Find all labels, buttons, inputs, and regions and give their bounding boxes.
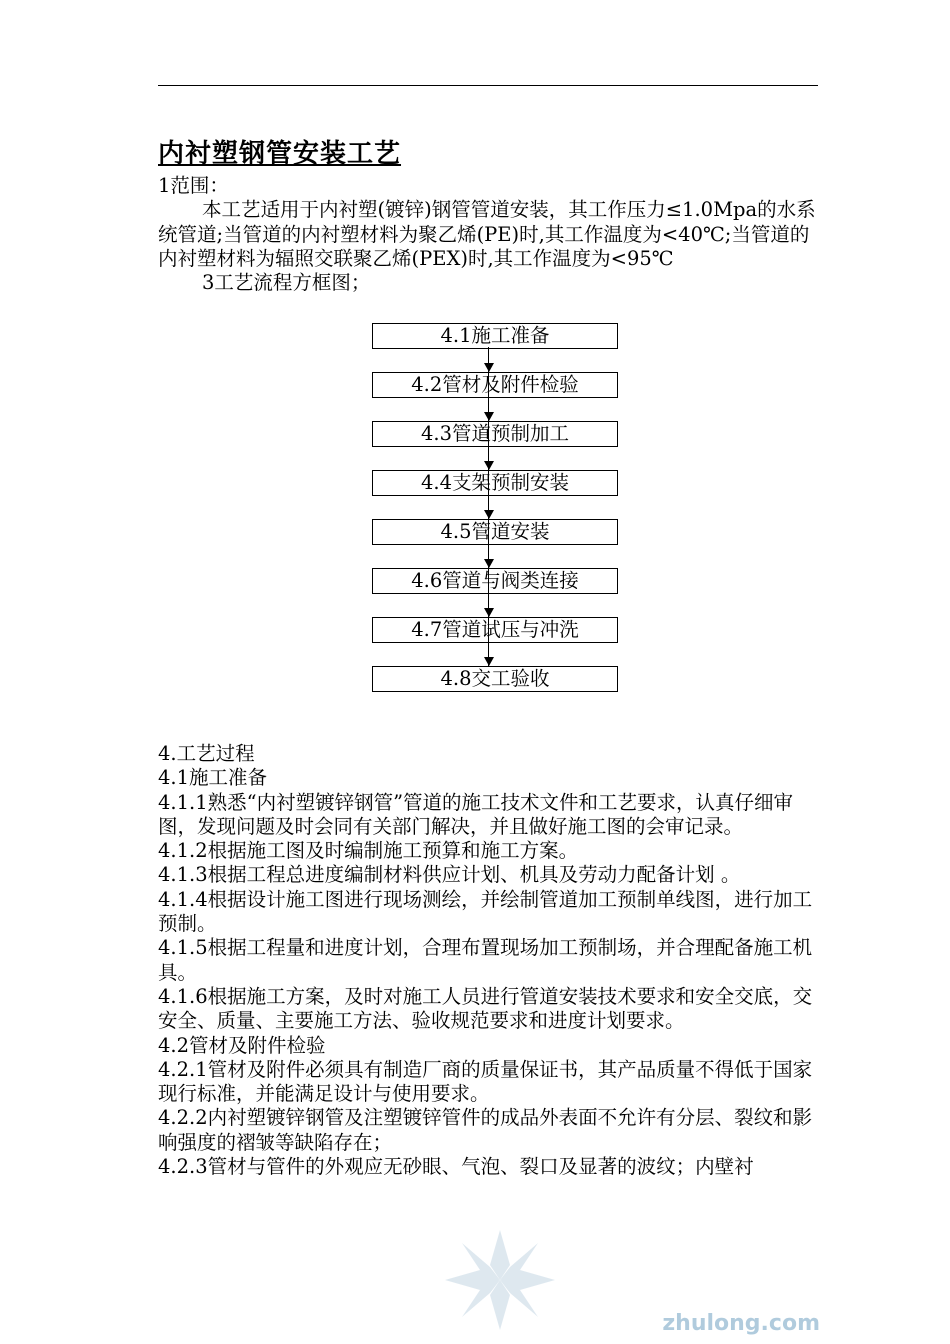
process-line: 4.2.3管材与管件的外观应无砂眼、气泡、裂口及显著的波纹；内壁衬 xyxy=(158,1155,754,1179)
flow-step: 4.4支架预制安装 xyxy=(372,470,618,496)
process-section xyxy=(158,742,822,1179)
process-line: 4.1.2根据施工图及时编制施工预算和施工方案。 xyxy=(158,839,579,863)
flow-arrow xyxy=(484,657,494,666)
process-line: 4.1.6根据施工方案，及时对施工人员进行管道安装技术要求和安全交底，交安全、质量、主要施工方法、验收规范要求和进度计划要求。 xyxy=(158,984,813,1033)
process-line: 4.2管材及附件检验 xyxy=(158,1033,326,1057)
document-title: 内衬塑钢管安装工艺 xyxy=(158,139,402,169)
flow-arrow xyxy=(484,363,494,372)
process-line: 4.1.5根据工程量和进度计划，合理布置现场加工预制场，并合理配备施工机具。 xyxy=(158,936,813,984)
flow-step: 4.8交工验收 xyxy=(372,666,618,692)
watermark-text: zhulong.com xyxy=(662,1311,820,1336)
flow-heading: 3工艺流程方框图； xyxy=(202,271,371,295)
watermark-logo-icon xyxy=(440,1225,560,1335)
flow-arrow xyxy=(484,608,494,617)
scope-paragraph: 本工艺适用于内衬塑(镀锌)钢管管道安装，其工作压力≤1.0Mpa的水系统管道;当管道的内衬塑材料为聚乙烯(PE)时,其工作温度为<40℃;当管道的内衬塑材料为辐照交联聚乙烯(PEX)时,其工作温度为<95℃ xyxy=(158,198,816,270)
process-line: 4.1施工准备 xyxy=(158,766,268,790)
process-flowchart xyxy=(372,323,618,693)
flow-arrow xyxy=(484,559,494,568)
flow-step: 4.7管道试压与冲洗 xyxy=(372,617,618,643)
process-line: 4.1.1熟悉“内衬塑镀锌钢管”管道的施工技术文件和工艺要求，认真仔细审图，发现问题及时会同有关部门解决，并且做好施工图的会审记录。 xyxy=(158,790,794,838)
process-line: 4.2.1管材及附件必须具有制造厂商的质量保证书，其产品质量不得低于国家现行标准，并能满足设计与使用要求。 xyxy=(158,1057,813,1106)
flow-step: 4.6管道与阀类连接 xyxy=(372,568,618,594)
flow-step: 4.2管材及附件检验 xyxy=(372,372,618,398)
flow-step: 4.5管道安装 xyxy=(372,519,618,545)
process-line: 4.1.3根据工程总进度编制材料供应计划、机具及劳动力配备计划 。 xyxy=(158,863,741,887)
scope-heading: 1范围： xyxy=(158,174,229,197)
flow-arrow xyxy=(484,412,494,421)
process-line: 4.2.2内衬塑镀锌钢管及注塑镀锌管件的成品外表面不允许有分层、裂纹和影响强度的褶皱等缺陷存在； xyxy=(158,1106,813,1154)
flow-arrow xyxy=(484,510,494,519)
flow-step: 4.3管道预制加工 xyxy=(372,421,618,447)
flow-step: 4.1施工准备 xyxy=(372,323,618,349)
process-line: 4.1.4根据设计施工图进行现场测绘，并绘制管道加工预制单线图，进行加工预制。 xyxy=(158,887,813,936)
process-line: 4.工艺过程 xyxy=(158,742,255,765)
scope-section xyxy=(158,174,822,295)
flow-arrow xyxy=(484,461,494,470)
header-rule xyxy=(158,85,818,86)
